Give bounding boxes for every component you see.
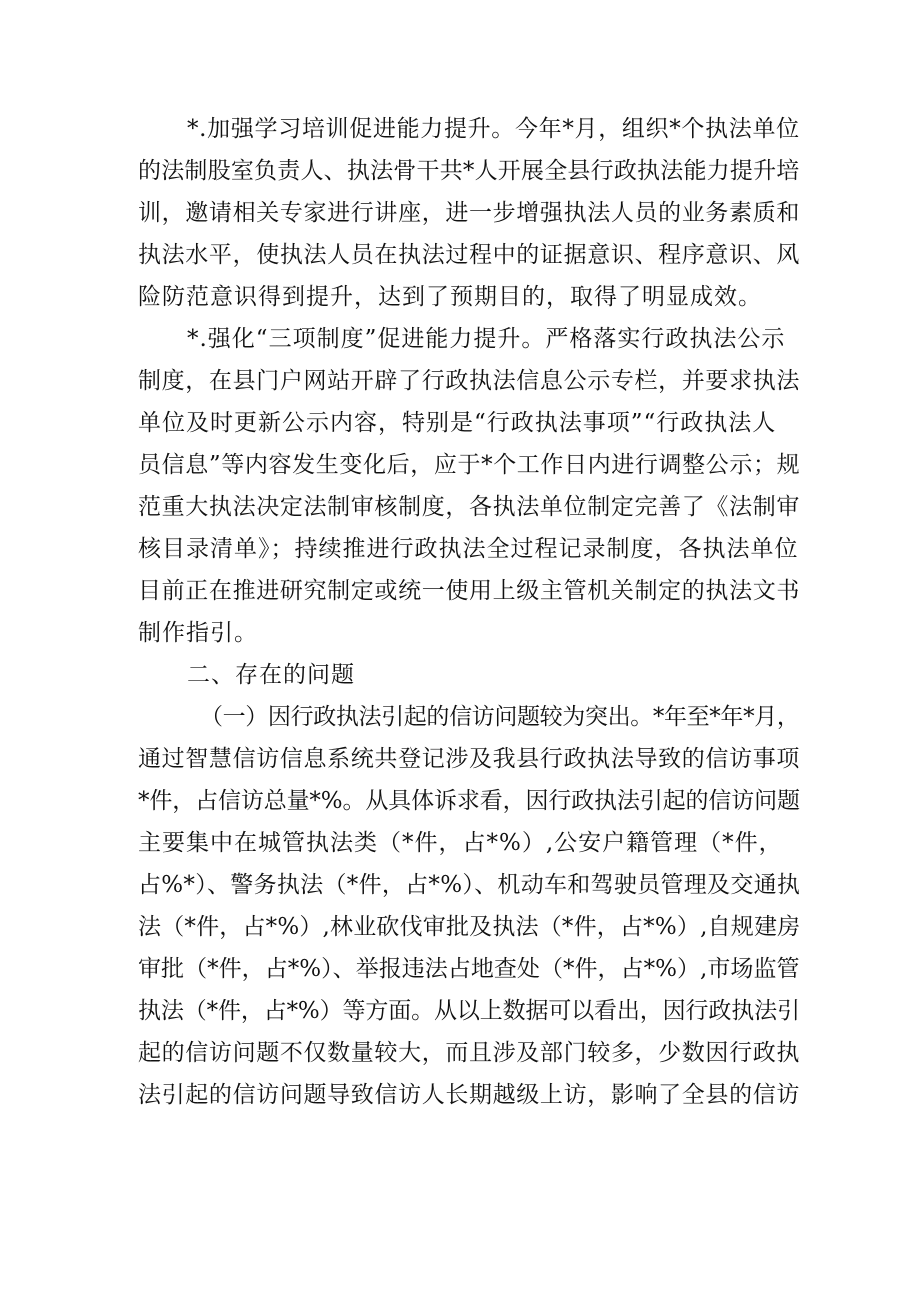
text-line: 范重大执法决定法制审核制度，各执法单位制定完善了《法制审 — [138, 494, 800, 520]
text-line: 单位及时更新公示内容，特别是“行政执法事项”“行政执法人 — [138, 410, 777, 436]
text-line: 险防范意识得到提升，达到了预期目的，取得了明显成效。 — [138, 284, 762, 310]
text-line: 主要集中在城管执法类（*件，占*%）,公安户籍管理（*件， — [138, 830, 783, 856]
text-line: *.加强学习培训促进能力提升。今年*月，组织*个执法单位 — [187, 116, 800, 142]
text-line: 执法水平，使执法人员在执法过程中的证据意识、程序意识、风 — [138, 242, 800, 268]
text-line: 法引起的信访问题导致信访人长期越级上访，影响了全县的信访 — [138, 1082, 800, 1108]
text-line: 通过智慧信访信息系统共登记涉及我县行政执法导致的信访事项 — [138, 746, 800, 772]
text-line: 员信息”等内容发生变化后，应于*个工作日内进行调整公示；规 — [138, 452, 801, 478]
text-line: 制度，在县门户网站开辟了行政执法信息公示专栏，并要求执法 — [138, 368, 800, 394]
text-line: *件，占信访总量*%。从具体诉求看，因行政执法引起的信访问题 — [138, 788, 800, 814]
text-line: 法（*件，占*%）,林业砍伐审批及执法（*件，占*%）,自规建房 — [138, 914, 801, 940]
text-line: 目前正在推进研究制定或统一使用上级主管机关制定的执法文书 — [138, 578, 800, 604]
section-heading: 二、存在的问题 — [187, 662, 355, 688]
text-line: （一）因行政执法引起的信访问题较为突出。*年至*年*月， — [200, 704, 800, 730]
text-line: 训，邀请相关专家进行讲座，进一步增强执法人员的业务素质和 — [138, 200, 800, 226]
text-line: 制作指引。 — [138, 620, 258, 646]
text-line: 核目录清单》；持续推进行政执法全过程记录制度，各执法单位 — [138, 536, 799, 562]
text-line: *.强化“三项制度”促进能力提升。严格落实行政执法公示 — [187, 326, 786, 352]
text-line: 占%*）、警务执法（*件，占*%）、机动车和驾驶员管理及交通执 — [138, 872, 801, 898]
text-line: 起的信访问题不仅数量较大，而且涉及部门较多，少数因行政执 — [138, 1040, 800, 1066]
text-line: 执法（*件，占*%）等方面。从以上数据可以看出，因行政执法引 — [138, 998, 800, 1024]
text-line: 的法制股室负责人、执法骨干共*人开展全县行政执法能力提升培 — [138, 158, 800, 184]
text-line: 审批（*件，占*%）、举报违法占地查处（*件，占*%）,市场监管 — [138, 956, 800, 982]
